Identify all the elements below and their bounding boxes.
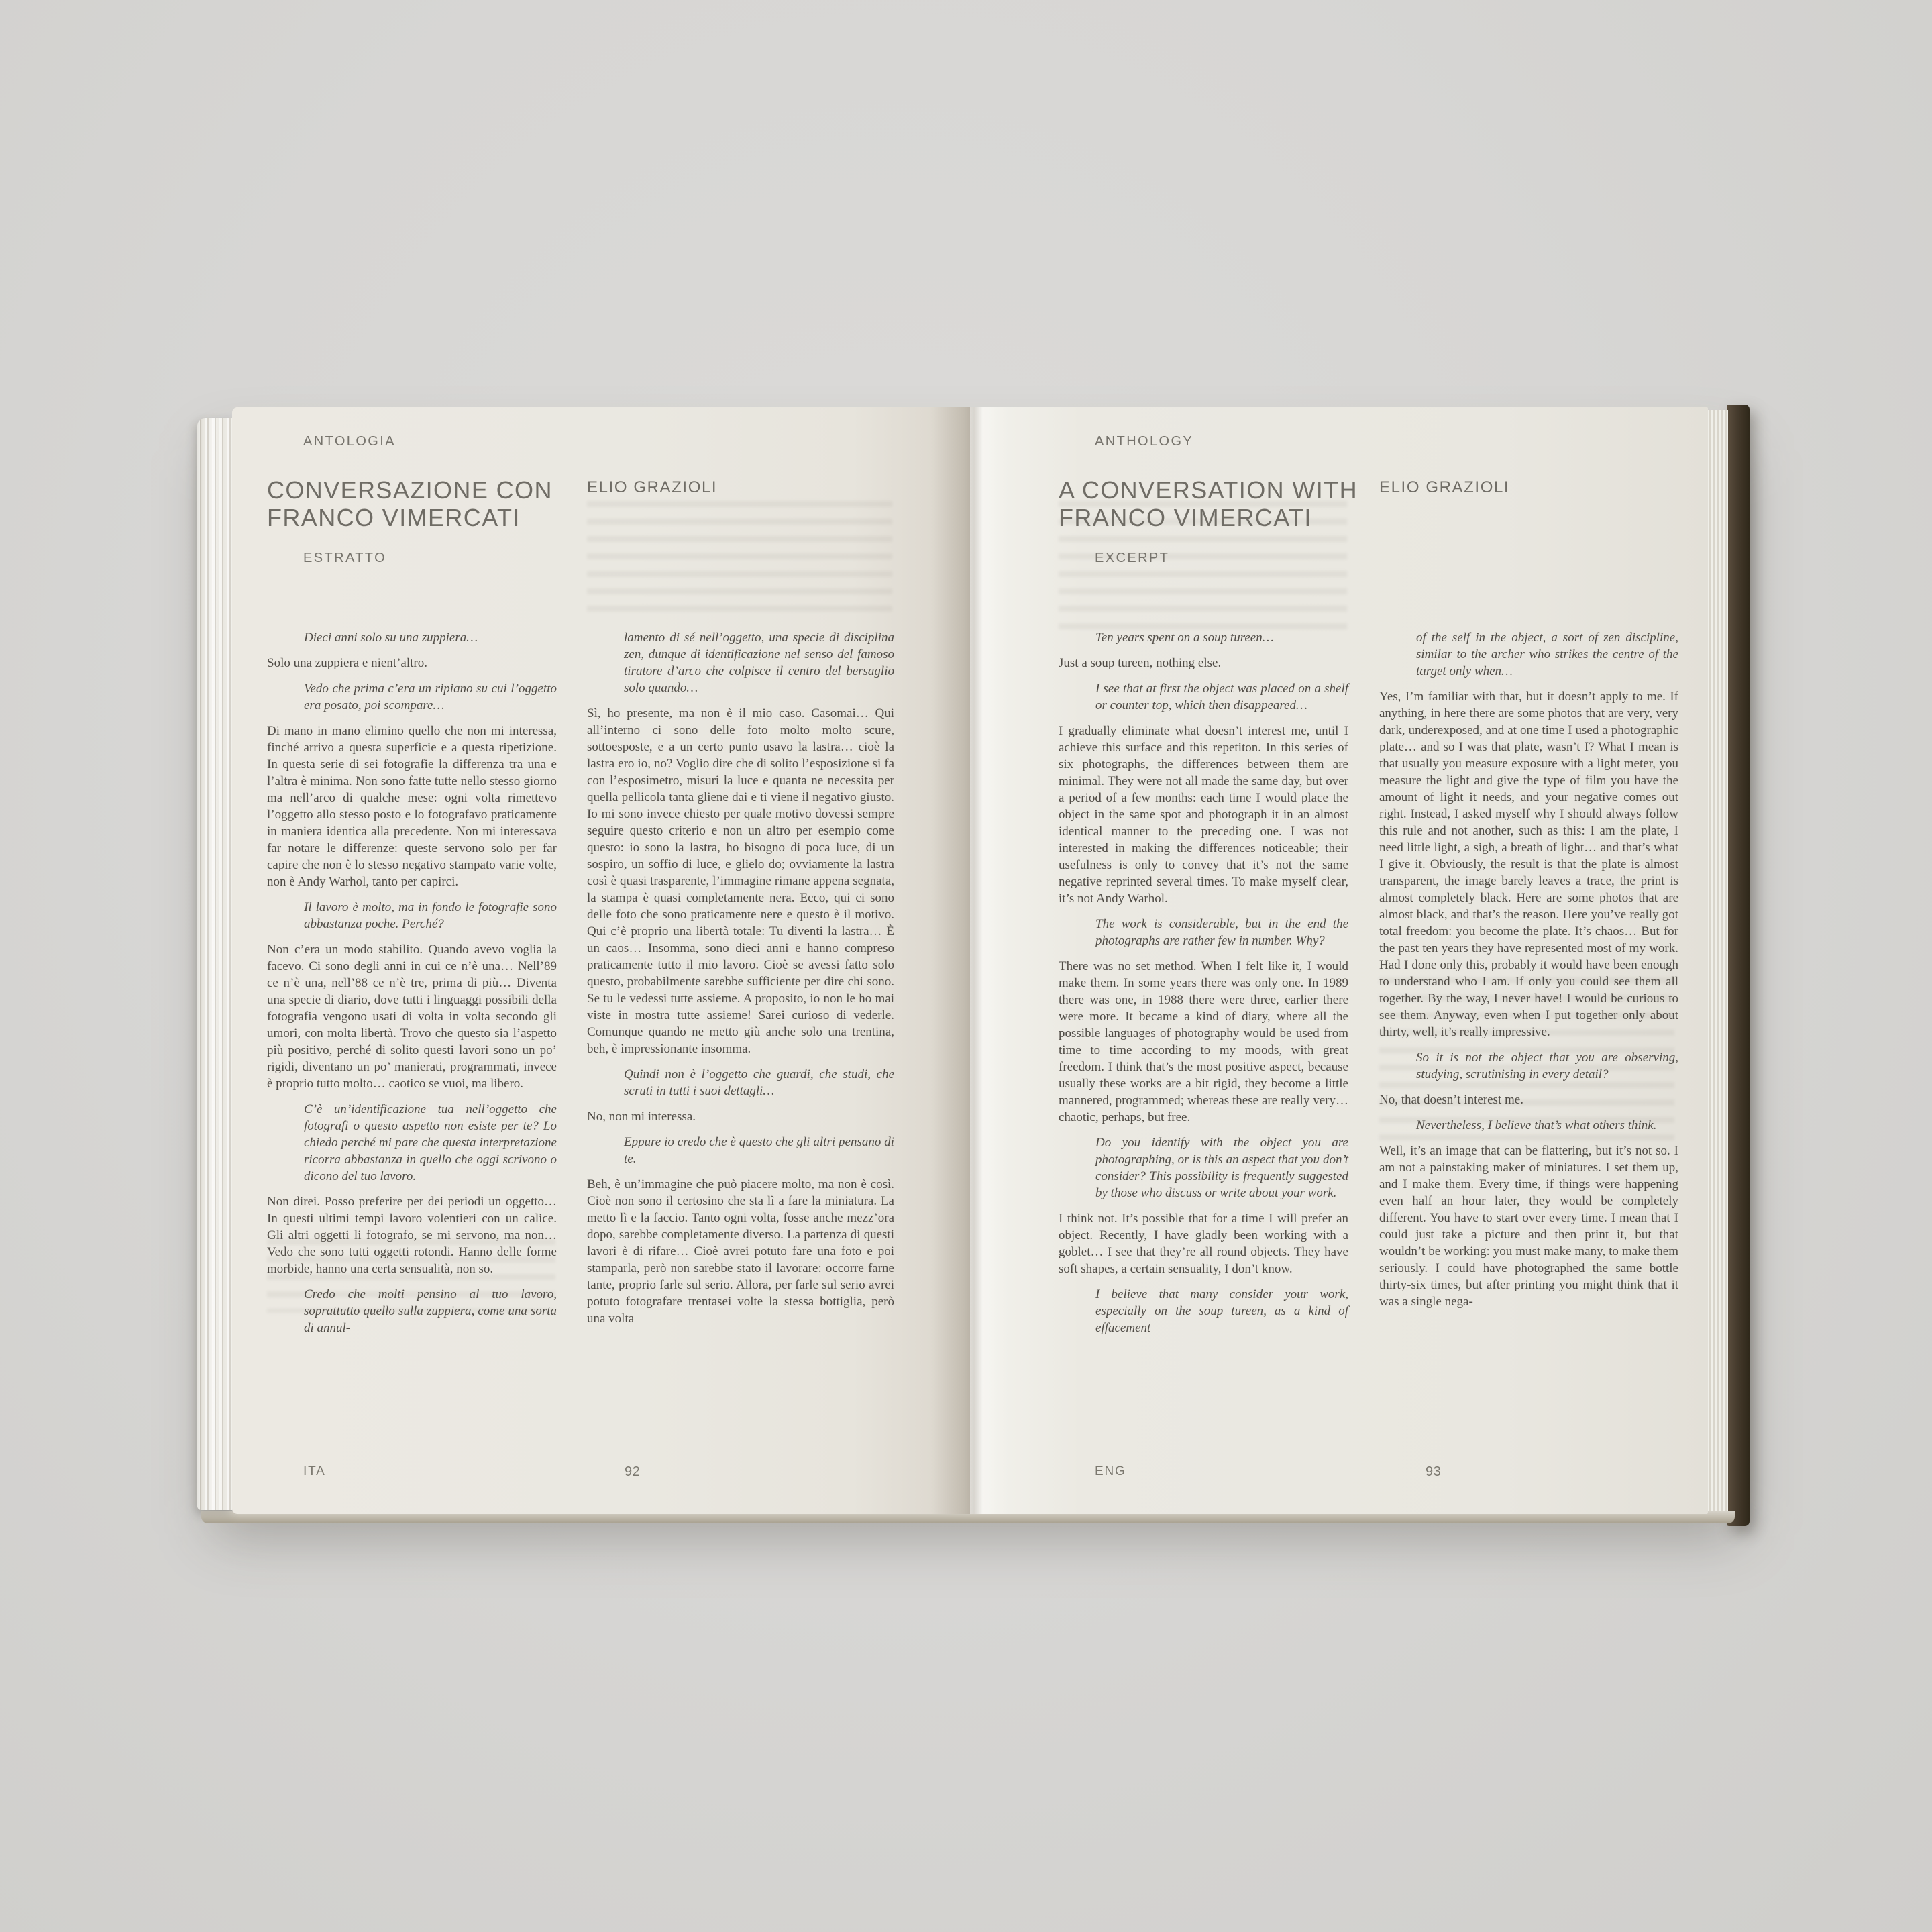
open-spread (232, 407, 1708, 1514)
interview-question: Quindi non è l’oggetto che guardi, che studi, che scruti in tutti i suoi dettagli… (624, 1067, 894, 1098)
interview-question: I believe that many consider your work, especially on the soup tureen, as a kind of effacement (1095, 1287, 1348, 1335)
interview-question: So it is not the object that you are observing, studying, scrutinising in every detail? (1416, 1051, 1678, 1081)
book-cover-edge (1727, 405, 1750, 1526)
page-stack-right-edge (1707, 410, 1728, 1519)
section-label: EXCERPT (1095, 551, 1170, 566)
author-name: ELIO GRAZIOLI (587, 478, 718, 496)
interview-question: C’è un’identificazione tua nell’oggetto che fotografi o questo aspetto non esiste per te? Lo chiedo perché mi pare che questa interpretazione ricorra abbastanza in quello che oggi scrivono o dicono del tuo lavoro. (304, 1102, 557, 1183)
text-columns (267, 629, 894, 1445)
interview-question: Do you identify with the object you are photographing, or is this an aspect that you don’t consider? This possibility is frequently suggested by those who discuss or write about your work. (1095, 1136, 1348, 1200)
section-label: ESTRATTO (303, 551, 387, 566)
article-title-line1: CONVERSAZIONE CON (267, 476, 553, 504)
interview-question: The work is considerable, but in the end the photographs are rather few in number. Why? (1095, 917, 1348, 948)
left-page-italian (232, 407, 970, 1514)
interview-question: lamento di sé nell’oggetto, una specie di disciplina zen, dunque di identificazione nel senso del famoso tiratore d’arco che colpisce il centro del bersaglio solo quando… (624, 631, 894, 695)
running-head: ANTOLOGIA (303, 434, 396, 449)
interview-answer: Well, it’s an image that can be flattering, but it’s not so. I am not a painstaking maker of miniatures. I set them up, and I make them. Every time, if things were happening even half an hour later, they would be completely different. You have to start over every time. I mean that I could just take a picture and then print it, but that wouldn’t be working: you must make many, to make them seriously. I could have photographed the same bottle thirty-six times, but after printing you might think that it was a single nega- (1379, 1144, 1678, 1309)
interview-answer: Solo una zuppiera e nient’altro. (267, 656, 428, 670)
article-title-line1: A CONVERSATION WITH (1059, 476, 1358, 504)
text-column-2 (587, 629, 894, 1445)
interview-question: Eppure io credo che è questo che gli altri pensano di te. (624, 1135, 894, 1166)
article-title-line2: FRANCO VIMERCATI (267, 504, 521, 531)
interview-answer: No, non mi interessa. (587, 1110, 696, 1124)
footer-language-label: ITA (303, 1464, 326, 1479)
interview-question: Dieci anni solo su una zuppiera… (304, 631, 478, 645)
right-page-english (970, 407, 1708, 1514)
text-column-1 (1059, 629, 1348, 1445)
interview-answer: Yes, I’m familiar with that, but it doesn’t apply to me. If anything, in here there are some photos that are very, very dark, underexposed, and at one time I used a photographic plate… and so I was that plate, wasn’t I? What I mean is that usually you measure exposure with a light meter, you measure the light and give the type of film you have the amount of light it needs, and your negative comes out right. Instead, I asked myself why I should always follow this rule and not another, such as this: I am the plate, I need little light, a sigh, a breath of light… and that’s what I give it. Obviously, the result is that the plate is almost transparent, the image barely leaves a trace, the print is almost completely black. Here are some photos that are almost black, and that’s the reason. Here you’ve really got total freedom: you become the plate. It’s chaos… But for the past ten years they have represented most of my work. Had I done only this, probably it would have been enough to understand who I am. If only you could see them all together. By the way, I never have! I would be curious to see them. Anyway, even when I put together only about thirty, well, it’s really impressive. (1379, 690, 1678, 1039)
interview-answer: Non direi. Posso preferire per dei periodi un oggetto… In questi ultimi tempi lavoro volentieri con un calice. Gli altri oggetti li fotografo, se mi servono, ma non… Vedo che sono tutti oggetti rotondi. Hanno delle forme morbide, hanno una certa sensualità, non so. (267, 1195, 557, 1276)
title-row (1059, 476, 1509, 531)
article-title (1059, 476, 1379, 531)
running-head: ANTHOLOGY (1095, 434, 1194, 449)
interview-answer: Beh, è un’immagine che può piacere molto, ma non è così. Cioè non sono il certosino che sta lì a fare la miniatura. La metto lì e la faccio. Tanto ogni volta, fosse anche mezz’ora dopo, sarebbe completamente diverso. La partenza di questi lavori è di rifare… Cioè avrei potuto fare una foto e poi stamparla, però non sarebbe stato il lavorare: occorre farne tante, proprio farle sul serio. Allora, per farle sul serio avrei potuto fotografare trentasei volte la stessa bottiglia, però una volta (587, 1177, 894, 1326)
footer-language-label: ENG (1095, 1464, 1126, 1479)
interview-question: Il lavoro è molto, ma in fondo le fotografie sono abbastanza poche. Perché? (304, 900, 557, 931)
interview-answer: Sì, ho presente, ma non è il mio caso. Casomai… Qui all’interno ci sono delle foto molto molto scure, sottoesposte, e a un certo punto usavo la lastra… cioè la lastra ero io, no? Voglio dire che di solito l’esposizione si fa con l’esposimetro, misuri la luce e quanta ne necessita per quella pellicola tanta gliene dai e ti viene il negativo giusto. Io mi sono invece chiesto per quale motivo dovessi sempre seguire questo criterio e non un altro per esempio come questo: io sono la lastra, ho bisogno di poca luce, di un sospiro, un soffio di luce, e glielo do; ovviamente la lastra così è quasi trasparente, l’immagine rimane appena segnata, la stampa è quasi completamente nera. Ecco, qui ci sono delle foto che sono praticamente nere e questo è il motivo. Qui c’è proprio una libertà totale: Tu diventi la lastra… È un caos… Insomma, sono dieci anni e hanno compreso praticamente tutto il mio lavoro. Cioè se avessi fatto solo questo, probabilmente sarebbe sufficiente per dire chi sono. Se tu le vedessi tutte assieme. A proposito, io non le ho mai viste in mostra tutte assieme! Sarei curioso di vederle. Comunque quando ne metto giù anche solo una trentina, beh, è impressionante insomma. (587, 706, 894, 1056)
author-name: ELIO GRAZIOLI (1379, 478, 1510, 496)
interview-question: Credo che molti pensino al tuo lavoro, soprattutto quello sulla zuppiera, come una sorta di annul- (304, 1287, 557, 1335)
interview-answer: I gradually eliminate what doesn’t interest me, until I achieve this surface and this repetiton. In this series of six photographs, the differences between them are minimal. They were not all made the same day, but over a period of a few months: each time I would place the object in the same spot and photograph it in an almost identical manner to the preceding one. I was not interested in making the differences noticeable; their usefulness is only to convey that it’s not the same negative reprinted several times. To make myself clear, it’s not Andy Warhol. (1059, 724, 1348, 906)
interview-answer: Di mano in mano elimino quello che non mi interessa, finché arrivo a questa superficie e a questa ripetizione. In questa serie di sei fotografie la differenza tra una e l’altra è minima. Non sono fatte tutte nello stesso giorno ma nell’arco di qualche mese: ogni volta rimettevo l’oggetto allo stesso posto e lo fotografavo praticamente in maniera identica alla precedente. Non mi interessava far notare le differenze: queste servono solo per far capire che non è lo stesso negativo stampato varie volte, non è Andy Warhol, tanto per capirci. (267, 724, 557, 889)
title-row (267, 476, 717, 531)
interview-answer: There was no set method. When I felt like it, I would make them. In some years there was only one. In 1989 there was one, in 1988 there were three, earlier there were more. It became a kind of diary, where all the possible languages of photography would be used from time to time according to my moods, with great freedom. I think that’s the most positive aspect, because usually these works are a bit rigid, they become a little mannered, programmed; whereas these are really very… chaotic, perhaps, but free. (1059, 959, 1348, 1124)
interview-question: Nevertheless, I believe that’s what others think. (1416, 1118, 1657, 1132)
interview-answer: No, that doesn’t interest me. (1379, 1093, 1523, 1107)
text-columns (1059, 629, 1678, 1445)
interview-question: Ten years spent on a soup tureen… (1095, 631, 1274, 645)
interview-question: I see that at first the object was placed on a shelf or counter top, which then disappeared… (1095, 682, 1348, 712)
text-column-2 (1379, 629, 1678, 1445)
interview-answer: I think not. It’s possible that for a time I will prefer an object. Recently, I have gladly been working with a goblet… I see that they’re all round objects. They have soft shapes, a certain sensuality, I don’t know. (1059, 1212, 1348, 1276)
open-book-photo (232, 407, 1708, 1514)
interview-answer: Non c’era un modo stabilito. Quando avevo voglia la facevo. Ci sono degli anni in cui ce n’è una… Nell’89 ce n’è una, nell’88 ce n’è tre, prima di più… Diventa una specie di diario, dove tutti i linguaggi possibili della fotografia vengono usati di volta in volta secondo gli umori, con molta libertà. Trovo che questo sia l’aspetto più positivo, perché di solito questi lavori sono un po’ rigidi, diventano un po’ manierati, programmati, invece è proprio tutto molto… caotico se vuoi, ma libero. (267, 943, 557, 1091)
page-stack-left-edge (197, 418, 233, 1510)
interview-answer: Just a soup tureen, nothing else. (1059, 656, 1222, 670)
interview-question: Vedo che prima c’era un ripiano su cui l’oggetto era posato, poi scompare… (304, 682, 557, 712)
interview-question: of the self in the object, a sort of zen discipline, similar to the archer who strikes the centre of the target only when… (1416, 631, 1678, 678)
text-column-1 (267, 629, 557, 1445)
page-number: 92 (625, 1464, 641, 1479)
article-title (267, 476, 587, 531)
page-number: 93 (1426, 1464, 1442, 1479)
article-title-line2: FRANCO VIMERCATI (1059, 504, 1312, 531)
